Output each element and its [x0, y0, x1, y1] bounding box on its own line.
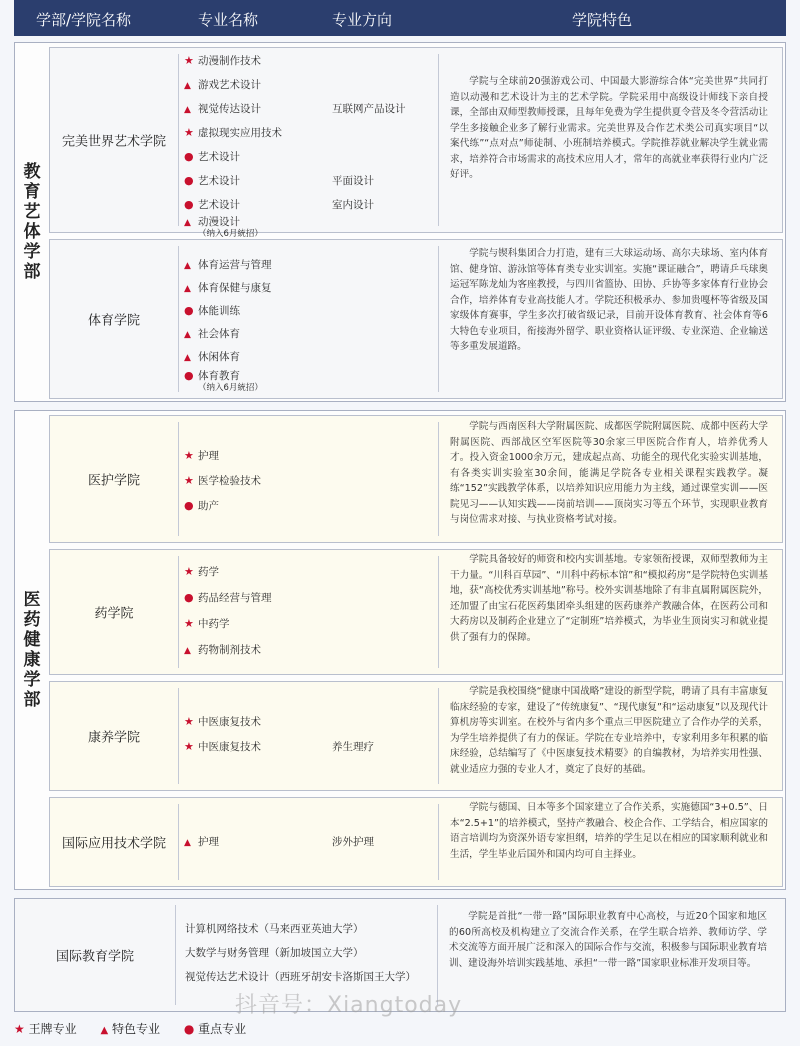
- major-direction: 互联网产品设计: [332, 103, 406, 115]
- dot-icon: ●: [184, 591, 194, 604]
- dot-icon: ●: [184, 304, 194, 317]
- college-perfect-world: [49, 47, 783, 239]
- triangle-icon: ▲: [100, 1025, 109, 1036]
- header-college: 学部/学院名称: [36, 11, 132, 29]
- division-label: 教育艺体学部: [19, 162, 40, 282]
- dot-icon: ●: [184, 499, 194, 512]
- dot-icon: ●: [184, 174, 194, 187]
- major-item: ● 艺术设计: [184, 150, 240, 163]
- major-item: ▲ 休闲体育: [184, 351, 240, 363]
- triangle-icon: ▲: [184, 218, 191, 228]
- major-item: ● 艺术设计: [184, 174, 240, 187]
- star-icon: ★: [14, 1022, 25, 1036]
- major-item: ● 艺术设计: [184, 198, 240, 211]
- college-nursing: [49, 415, 783, 543]
- triangle-icon: ▲: [184, 81, 191, 91]
- college-name: 国际教育学院: [55, 949, 134, 965]
- triangle-icon: ▲: [184, 261, 191, 271]
- legend-star: ★ 王牌专业: [14, 1022, 77, 1036]
- major-item: ● 体能训练: [184, 304, 240, 317]
- college-features: 学院与西南医科大学附属医院、成都医学院附属医院、成都中医药大学附属医院、西部战区空军医院等30余家三甲医院合作育人，培养优秀人才。投入资金1000余万元，建成起点高、功能全的现代化实验实训基地，有各类实训实验室30余间，能满足学院各专业相关课程实践教学。凝练“152”实践教学体系，以培养知识应用能力为主线，通过课堂实训——医院见习——认知实践——岗前培训——顶岗实习等五个环节，实现职业教育与岗位需求对接、与执业资格考试对接。: [450, 421, 768, 525]
- header-features: 学院特色: [572, 11, 633, 29]
- major-item: ▲ 体育运营与管理: [184, 259, 272, 271]
- triangle-icon: ▲: [184, 330, 191, 340]
- triangle-icon: ▲: [184, 284, 191, 294]
- college-intl-applied: [49, 797, 783, 887]
- major-item: 大数学与财务管理（新加坡国立大学）: [185, 947, 364, 959]
- legend-dot: ● 重点专业: [183, 1022, 247, 1036]
- star-icon: ★: [184, 565, 194, 578]
- legend-triangle: ▲ 特色专业: [100, 1022, 160, 1036]
- major-item: ★ 动漫制作技术: [184, 54, 261, 67]
- college-rehab: [49, 681, 783, 791]
- major-direction: 室内设计: [332, 199, 374, 211]
- major-item: ★ 医学检验技术: [184, 474, 261, 487]
- college-features: 学院与锲科集团合力打造，建有三大球运动场、高尔夫球场、室内体育馆、健身馆、游泳馆等体育类专业实训室。实施“课证融合”，聘请乒乓球奥运冠军陈龙灿为客座教授，与四川省篮协、田协、乒协等多家体育行业协会合作，培养体育专业高技能人才。学院还积极承办、参加贵嘎杯等省级及国家级体育赛事，学生多次打破省级记录，目前开设体育教育、社会体育等6大特色专业项目，衔接海外留学、职业资格认证评级、专业深造、企业输送等多重发展道路。: [450, 248, 768, 352]
- dot-icon: ●: [184, 150, 194, 163]
- college-pharmacy: [49, 549, 783, 675]
- major-item: ★ 中药学: [184, 617, 230, 630]
- college-name: 国际应用技术学院: [61, 836, 166, 852]
- major-item: ▲ 护理: [184, 836, 219, 848]
- college-name: 完美世界艺术学院: [61, 134, 166, 150]
- major-item: ★ 护理: [184, 449, 219, 462]
- division-medical-health: [14, 410, 786, 890]
- triangle-icon: ▲: [184, 105, 191, 115]
- college-name: 康养学院: [87, 730, 140, 746]
- college-features: 学院是首批“一带一路”国际职业教育中心高校，与近20个国家和地区的60所高校及机构建立了交流合作关系，在学生联合培养、教师访学、学术交流等方面开展广泛和深入的国际合作与交流，积极参与国际职业教育培训、建设海外培训实践基地、承担“一带一路”国家职业标准开发项目等。: [449, 911, 767, 969]
- major-item: ★ 药学: [184, 565, 219, 578]
- dot-icon: ●: [184, 369, 194, 382]
- major-item: ▲ 药物制剂技术: [184, 644, 261, 656]
- major-item: ▲ 游戏艺术设计: [184, 79, 261, 91]
- major-item: ★ 中医康复技术: [184, 740, 261, 753]
- dot-icon: ●: [184, 198, 194, 211]
- division-education-arts: [14, 42, 786, 402]
- major-item: ▲ 社会体育: [184, 328, 240, 340]
- college-features: 学院与德国、日本等多个国家建立了合作关系，实施德国“3+0.5”、日本“2.5+1”的培养模式，坚持产教融合、校企合作、工学结合，相应国家的语言培训均为资深外语专家担纲，培养的学生足以在相应的国家顺利就业和生活，学生毕业后国外和国内均可自主择业。: [450, 802, 768, 860]
- star-icon: ★: [184, 617, 194, 630]
- triangle-icon: ▲: [184, 838, 191, 848]
- major-item: 计算机网络技术（马来西亚英迪大学）: [185, 923, 364, 935]
- major-item: ▲ 动漫设计 （纳入6月統招）: [184, 216, 263, 239]
- college-name: 药学院: [94, 606, 134, 622]
- college-features: 学院与全球前20强游戏公司、中国最大影游综合体“完美世界”共同打造以动漫和艺术设计为主的艺术学院。学院采用中高级设计师线下亲自授课，全部由双师型教师授课，且每年免费为学生提供夏令营及冬令营活动让学生多接触企业多了解行业需求。完美世界及合作艺术类公司真实项目“以案代练”“点对点”师徒制、小班制培养模式。学院推荐就业解决学生就业需求，培养符合市场需求的高技术应用人才，常年的高就业率获得行业内广泛好评。: [450, 76, 768, 180]
- college-features: 学院是我校围绕“健康中国战略”建设的新型学院，聘请了具有丰富康复临床经验的专家，建设了“传统康复”、“现代康复”和“运动康复”以及现代计算机房等实训室。在校外与省内多个重点三甲医院建立了合作办学的关系，为学生培养提供了有力的保证。学院在专业培养中，专家利用多年积累的临床经验，总结编写了《中医康复技术精要》的自编教材，为培养实用性强、就业适应力强的专业人才，奠定了良好的基础。: [450, 686, 768, 775]
- watermark: 抖音号：Xiangtoday: [235, 993, 463, 1018]
- triangle-icon: ▲: [184, 646, 191, 656]
- table-header: [14, 0, 786, 36]
- star-icon: ★: [184, 474, 194, 487]
- header-direction: 专业方向: [332, 11, 393, 29]
- major-item: ▲ 视觉传达设计: [184, 103, 261, 115]
- triangle-icon: ▲: [184, 353, 191, 363]
- major-direction: 平面设计: [332, 175, 374, 187]
- legend: [14, 1020, 266, 1037]
- college-features: 学院具备较好的师资和校内实训基地。专家领衔授课，双师型教师为主干力量。“川科百草园”、“川科中药标本馆”和“模拟药房”是学院特色实训基地，获“高校优秀实训基地”称号。校外实训基地除了有非直属附属医院外，还加盟了由宝石花医药集团牵头组建的医药康养产教融合体，在医药公司和大药房以及制药企业建立了“定制班”培养模式，为毕业生顶岗实习和就业提供了强有力的保障。: [450, 554, 768, 643]
- star-icon: ★: [184, 54, 194, 67]
- college-sports: [49, 239, 783, 399]
- major-item: 视觉传达艺术设计（西班牙胡安卡洛斯国王大学）: [185, 971, 416, 983]
- header-major: 专业名称: [198, 11, 259, 29]
- major-item: ● 助产: [184, 499, 219, 512]
- major-direction: 养生理疗: [332, 741, 374, 753]
- star-icon: ★: [184, 449, 194, 462]
- major-item: ▲ 体育保健与康复: [184, 282, 272, 294]
- major-item: ● 体育教育 （纳入6月統招）: [184, 369, 263, 393]
- college-name: 体育学院: [87, 313, 140, 329]
- major-item: ★ 中医康复技术: [184, 715, 261, 728]
- star-icon: ★: [184, 715, 194, 728]
- division-label: 医药健康学部: [19, 590, 40, 710]
- star-icon: ★: [184, 740, 194, 753]
- major-item: ● 药品经营与管理: [184, 591, 272, 604]
- major-item: ★ 虚拟现实应用技术: [184, 126, 282, 139]
- star-icon: ★: [184, 126, 194, 139]
- college-name: 医护学院: [87, 473, 140, 489]
- dot-icon: ●: [183, 1022, 195, 1036]
- major-direction: 涉外护理: [332, 836, 374, 848]
